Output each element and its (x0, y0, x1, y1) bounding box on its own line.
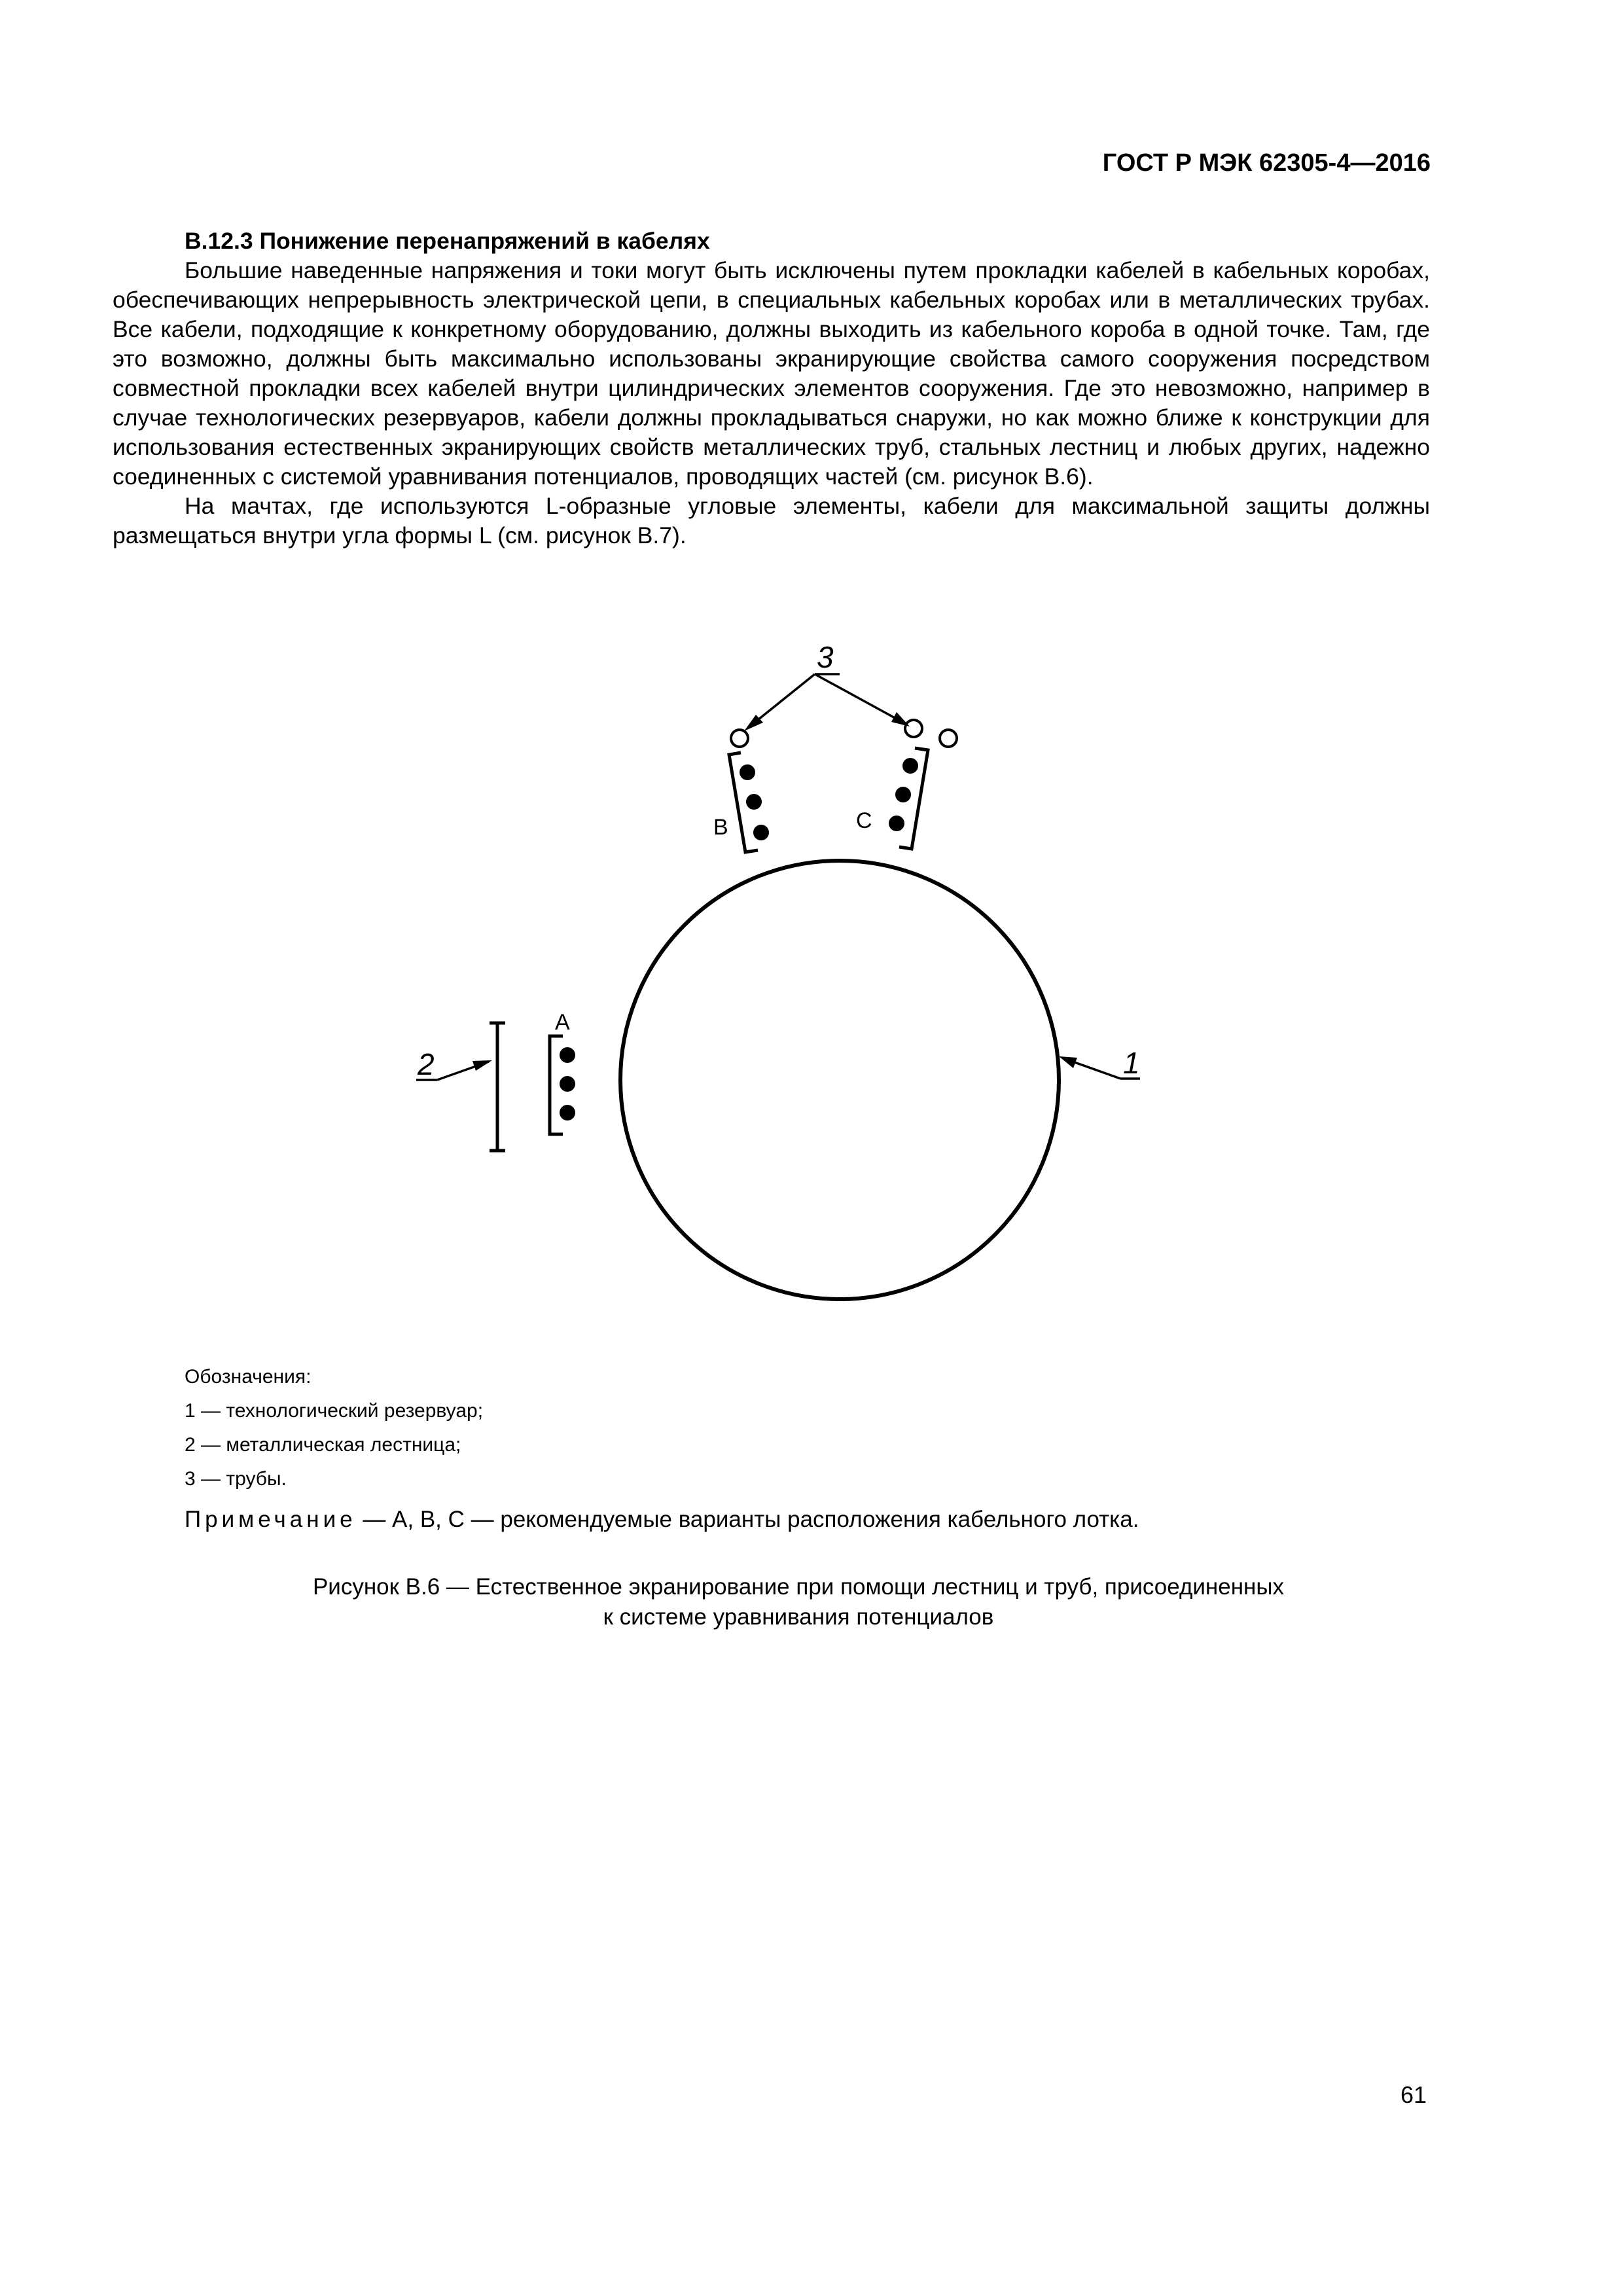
figure-legend (185, 1360, 483, 1496)
note-text: — A, B, C — рекомендуемые варианты расположения кабельного лотка. (356, 1507, 1139, 1532)
cable-a2 (560, 1076, 575, 1092)
cable-b2 (746, 794, 762, 810)
legend-item: 2 — металлическая лестница; (185, 1434, 461, 1456)
cable-a3 (560, 1105, 575, 1121)
cable-c2 (895, 787, 911, 802)
arrow-1 (1059, 1056, 1077, 1068)
figure-caption (0, 1572, 1623, 1632)
cable-b3 (753, 825, 769, 840)
label-2: 2 (418, 1047, 435, 1081)
label-b: B (713, 815, 728, 840)
leader-3-right (815, 674, 906, 724)
document-code: ГОСТ Р МЭК 62305-4—2016 (1102, 149, 1431, 177)
legend-title: Обозначения: (185, 1366, 312, 1388)
legend-item: 1 — технологический резервуар; (185, 1400, 484, 1422)
tank-circle (620, 861, 1059, 1299)
caption-line-1: Рисунок B.6 — Естественное экранирование при помощи лестниц и труб, присоединенных (312, 1574, 1285, 1600)
paragraph-1: Большие наведенные напряжения и токи могут быть исключены путем прокладки кабелей в кабельных коробах, обеспечивающих непрерывность электрической цепи, в специальных кабельных коробах или в металлических трубах. Все кабели, подходящие к конкретному оборудованию, должны выходить из кабельного короба в одной точке. Там, где это возможно, должны быть максимально использованы экранирующие свойства самого сооружения посредством совместной прокладки всех кабелей внутри цилиндрических элементов сооружения. Где это невозможно, например в случае технологических резервуаров, кабели должны прокладываться снаружи, но как можно ближе к конструкции для использования естественных экранирующих свойств металлических труб, стальных лестниц и любых других, надежно соединенных с системой уравнивания потенциалов, проводящих частей (см. рисунок B.6). (113, 257, 1430, 490)
note-prefix: Примечание (185, 1507, 357, 1532)
label-1: 1 (1123, 1046, 1140, 1080)
cable-b1 (740, 764, 755, 780)
pipe-c1 (905, 720, 922, 737)
cable-a1 (560, 1047, 575, 1063)
caption-line-2: к системе уравнивания потенциалов (603, 1604, 994, 1630)
figure-note (185, 1507, 1139, 1533)
cable-c3 (889, 816, 904, 831)
label-3: 3 (817, 640, 834, 674)
section-title: B.12.3 Понижение перенапряжений в кабелях (185, 228, 710, 254)
pipe-b (731, 730, 748, 747)
page-number: 61 (1400, 2081, 1427, 2108)
cable-c1 (902, 758, 918, 774)
legend-item: 3 — трубы. (185, 1468, 287, 1490)
paragraph-2: На мачтах, где используются L-образные угловые элементы, кабели для максимальной защиты должны размещаться внутри угла формы L (см. рисунок B.7). (113, 493, 1430, 548)
label-a: A (555, 1010, 570, 1035)
pipe-c2 (940, 730, 957, 747)
label-c: C (856, 808, 872, 833)
arrow-3-right (891, 712, 910, 726)
arrow-2 (473, 1060, 492, 1071)
